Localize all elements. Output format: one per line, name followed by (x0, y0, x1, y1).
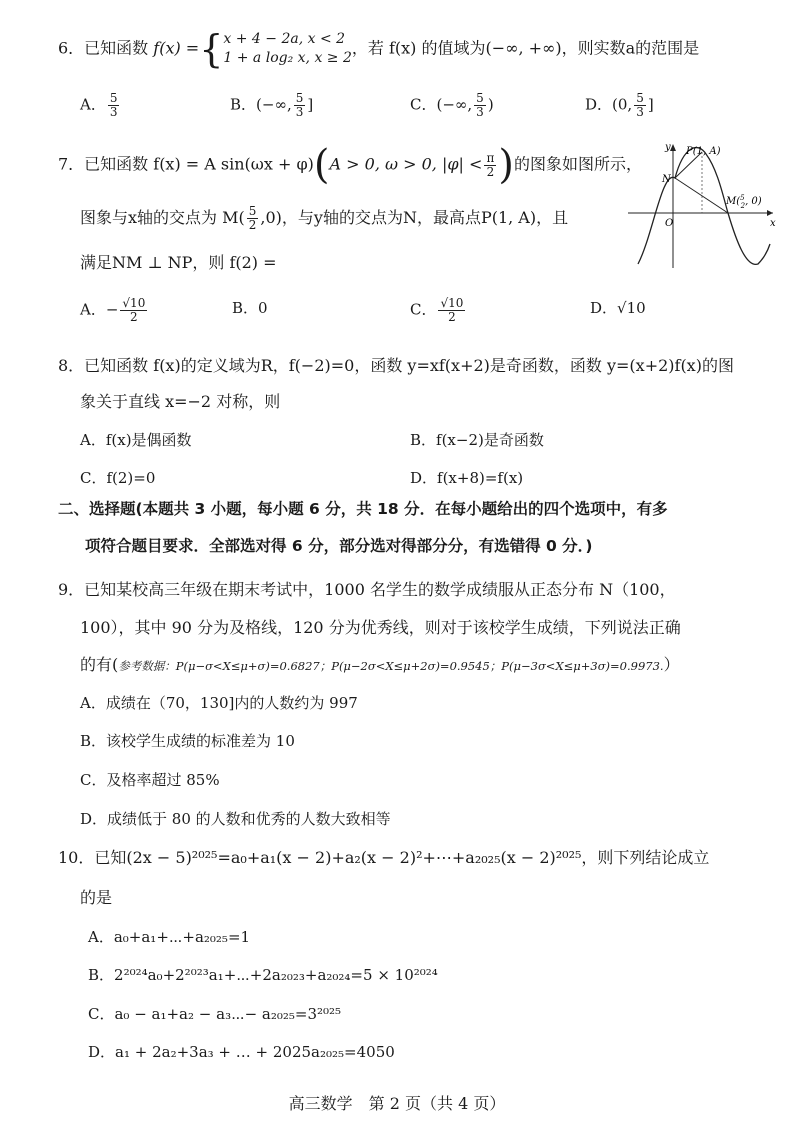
q6-prefix: 6．已知函数 (58, 38, 154, 58)
q6-option-c-frac (474, 92, 486, 119)
q6-option-c (410, 92, 494, 119)
frac-denominator: 2 (248, 218, 257, 232)
q6-option-b-close: ] (307, 95, 314, 114)
frac-numerator: 5 (295, 91, 304, 105)
frac-numerator: 5 (109, 91, 118, 105)
q10-option-d: D．a₁ + 2a₂+3a₃ + … + 2025a₂₀₂₅=4050 (88, 1043, 395, 1061)
q9-reference-data: 参考数据：P(μ−σ<X≤μ+σ)=0.6827；P(μ−2σ<X≤μ+2σ)=0.9545；P(μ−3σ<X≤μ+3σ)=0.9973. (118, 659, 664, 673)
q7-sine-graph (628, 140, 778, 270)
q9-option-c: C．及格率超过 85% (80, 771, 220, 789)
q8-stem-line-2: 象关于直线 x=−2 对称，则 (80, 392, 281, 411)
q10-stem-line-2: 的是 (80, 888, 113, 907)
graph-m-label (725, 194, 762, 210)
q10-option-c: C．a₀ − a₁+a₂ − a₃⋯− a₂₀₂₅=3²⁰²⁵ (88, 1005, 342, 1023)
q6-option-d-frac (634, 92, 646, 119)
q7-option-a-label: A．− (80, 300, 119, 319)
q6-option-b (230, 92, 313, 119)
q6-option-b-frac (294, 92, 306, 119)
q9-option-b: B．该校学生成绩的标准差为 10 (80, 732, 295, 750)
q9-stem-line-1: 9．已知某校高三年级在期末考试中，1000 名学生的数学成绩服从正态分布 N（100， (58, 580, 676, 599)
graph-m-tail: , 0) (745, 196, 762, 207)
graph-m-frac-denominator: 2 (740, 202, 746, 210)
q7-option-d: D．√10 (590, 299, 646, 317)
q6-case-1: x + 4 − 2a, x < 2 (223, 31, 346, 47)
q8-option-a: A．f(x)是偶函数 (80, 431, 192, 449)
q8-option-c: C．f(2)=0 (80, 469, 156, 487)
q8-stem-line-1: 8．已知函数 f(x)的定义域为R，f(−2)=0，函数 y=xf(x+2)是奇函数，函数 y=(x+2)f(x)的图 (58, 356, 734, 375)
frac-numerator: 5 (636, 91, 644, 105)
frac-denominator: 2 (486, 164, 495, 179)
frac-denominator: 3 (295, 105, 304, 119)
graph-m-prefix: M( (726, 196, 741, 207)
q7-stem-line-3: 满足NM ⊥ NP，则 f(2) = (80, 253, 277, 272)
q6-option-d-close: ] (647, 95, 654, 114)
q7-left-paren: ( (313, 142, 330, 188)
graph-o-label: O (665, 218, 674, 229)
q6-option-a (80, 92, 121, 119)
frac-denominator: 2 (448, 310, 456, 324)
frac-numerator: √10 (440, 296, 464, 310)
page-footer: 高三数学 第 2 页（共 4 页） (288, 1094, 506, 1113)
frac-denominator: 3 (636, 105, 644, 119)
q7-line2-head: 图象与x轴的交点为 M( (80, 208, 245, 227)
q8-option-d: D．f(x+8)=f(x) (410, 469, 524, 487)
section-2-heading-line-1: 二、选择题(本题共 3 小题，每小题 6 分，共 18 分．在每小题给出的四个选项中，有多 (58, 500, 668, 518)
graph-x-label: x (770, 218, 776, 229)
frac-denominator: 3 (109, 105, 118, 119)
q9-option-a: A．成绩在（70，130]内的人数约为 997 (80, 694, 358, 712)
q6-option-a-label: A． (80, 95, 106, 114)
frac-numerator: 5 (248, 204, 257, 218)
q6-stem (58, 27, 700, 71)
q7-m-frac (247, 205, 259, 232)
y-axis-arrow-icon (670, 144, 676, 151)
q7-condition: A > 0, ω > 0, |φ| < (329, 154, 483, 174)
x-axis-arrow-icon (767, 210, 773, 216)
q6-option-b-label: B．(−∞, (230, 95, 292, 114)
q7-right-paren: ) (498, 142, 514, 188)
graph-n-label: N (662, 174, 671, 185)
q6-brace: { (199, 27, 224, 71)
q6-option-d (585, 92, 654, 119)
q6-option-c-close: ) (487, 95, 494, 114)
q6-suffix: ，若 f(x) 的值域为(−∞, +∞)，则实数a的范围是 (351, 38, 700, 58)
q7-function: 7．已知函数 f(x) = A sin(ωx + φ) (58, 154, 314, 174)
frac-numerator: π (486, 150, 495, 165)
q10-option-b: B．2²⁰²⁴a₀+2²⁰²³a₁+⋯+2a₂₀₂₃+a₂₀₂₄=5 × 10²⁰²⁴ (88, 966, 438, 984)
q7-line2-tail: ,0)，与y轴的交点为N，最高点P(1, A)，且 (260, 208, 569, 227)
q7-option-a (80, 297, 149, 324)
graph-m-frac-numerator: 5 (740, 194, 745, 202)
frac-numerator: 5 (476, 91, 484, 105)
q7-stem-line-2 (80, 205, 568, 232)
q9-option-d: D．成绩低于 80 的人数和优秀的人数大致相等 (80, 810, 391, 828)
q6-option-a-frac (108, 92, 120, 119)
q8-option-b: B．f(x−2)是奇函数 (410, 431, 544, 449)
q7-stem-tail: 的图象如图所示， (513, 154, 642, 174)
q10-option-a: A．a₀+a₁+⋯+a₂₀₂₅=1 (88, 928, 251, 946)
q7-option-b: B．0 (232, 299, 268, 317)
q6-function-name: f(x) = (153, 38, 200, 58)
q7-option-c-label: C． (410, 300, 437, 319)
graph-y-label: y (665, 142, 671, 153)
q7-stem-line-1 (58, 142, 642, 188)
q9-line3-head: 的有( (80, 655, 119, 674)
q9-stem-line-3 (80, 654, 680, 677)
q9-stem-line-2: 100），其中 90 分为及格线，120 分为优秀线，则对于该校学生成绩，下列说法正确 (80, 618, 681, 637)
q7-option-c (410, 297, 467, 324)
frac-numerator: √10 (122, 296, 146, 310)
q7-option-c-frac (438, 297, 465, 324)
section-2-heading-line-2: 项符合题目要求．全部选对得 6 分，部分选对得部分分，有选错得 0 分．) (85, 537, 593, 555)
q10-stem-line-1: 10．已知(2x − 5)²⁰²⁵=a₀+a₁(x − 2)+a₂(x − 2)²+⋯+a₂₀₂₅(x − 2)²⁰²⁵，则下列结论成立 (58, 848, 710, 867)
q7-pi-frac (484, 152, 496, 179)
frac-denominator: 2 (130, 310, 138, 324)
q6-cases (223, 30, 352, 68)
q7-option-a-frac (120, 297, 147, 324)
q6-option-c-label: C．(−∞, (410, 95, 473, 114)
graph-p-label: P(1, A) (686, 146, 721, 157)
q6-option-d-label: D．(0, (585, 95, 633, 114)
q6-case-2: 1 + a log₂ x, x ≥ 2 (223, 50, 352, 66)
q9-line3-close: ） (663, 655, 680, 674)
frac-denominator: 3 (476, 105, 484, 119)
